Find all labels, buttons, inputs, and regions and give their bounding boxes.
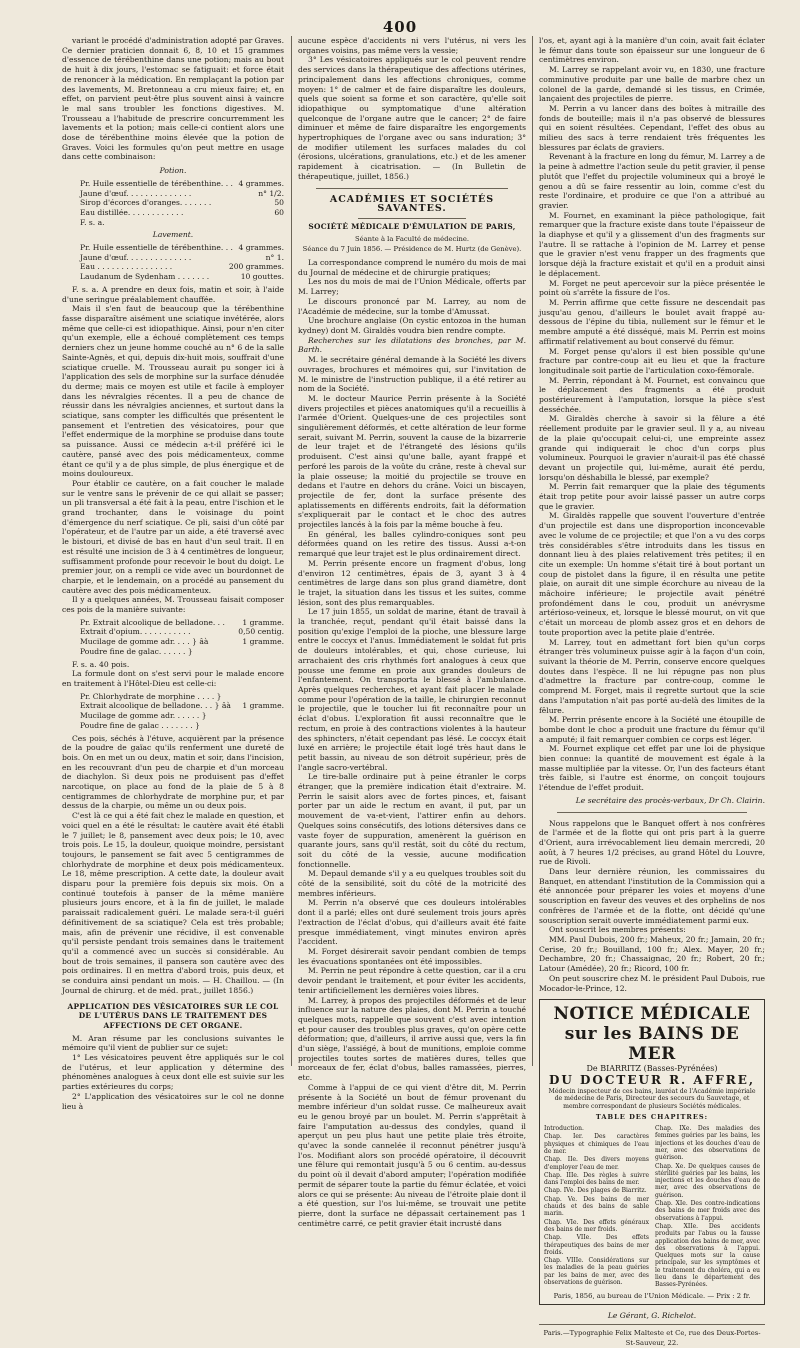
paragraph: Recherches sur les dilatations des bronches, par M. Barth. [298, 335, 526, 355]
paragraph: M. Perrin affirme que cette fissure ne descendait pas jusqu'au genou, d'ailleurs le boulet avait frappé au-dessous de l'épine du tibia, nullement sur le fémur et le membre amputé a été disséqué, mais M. Perrin est moins affirmatif relativement au bout conservé du fémur. [539, 297, 765, 346]
toc-entry: Chap. Ier. Des caractères physiques et chimiques de l'eau de mer. [544, 1133, 649, 1155]
page-number: 400 [382, 18, 418, 36]
prescription-pois [74, 618, 284, 657]
paragraph: M. Perrin a vu lancer dans des boîtes à mitraille des fonds de bouteille; mais il n'a pas observé de blessures qui en soient résultées. Cependant, l'effet des obus au milieu des sacs à terre rendaient très fréquentes les blessures par éclats de graviers. [539, 103, 765, 152]
prescription-title: Potion. [159, 166, 187, 176]
section-heading: APPLICATION DES VÉSICATOIRES SUR LE COL DE L'UTÉRUS DANS LE TRAITEMENT DES AFFECTIONS DE CET ORGANE. [67, 1001, 279, 1030]
paragraph: 3° Les vésicatoires appliqués sur le col peuvent rendre des services dans la thérapeutique des affections utérines, principalement dans les affections chroniques, comme moyen: 1° de calmer et de faire disparaître les douleurs, quels que soient sa forme et son caractère, qu'elle soit idiopathique ou symptomatique d'une altération quelconque de l'organe autre que le cancer; 2° de faire diminuer et même de faire disparaître les engorgements hypertrophiques de l'organe avec ou sans induration; 3° de modifier utilement les surfaces malades du col (érosions, ulcérations, granulations, etc.) et de les amener rapidement à cicatrisation. — (In Bulletin de thérapeutique, juillet, 1856.) [298, 55, 526, 181]
paragraph: Comme à l'appui de ce qui vient d'être dit, M. Perrin présente à la Société un bout de fémur provenant du membre inférieur d'un soldat russe. Ce malheureux avait eu le genou broyé par un boulet. M. Perrin s'apprêtait à faire l'amputation au-dessus des condyles, quand il aperçut un peu plus haut une petite plaie très étroite, qu'avec la sonde cannelée il reconnut pénétrer jusqu'à l'os. Modifiant alors son procédé opératoire, il découvrit une fêlure qui remontait jusqu'à 5 ou 6 centim. au-dessus du point où il devait d'abord amputer; l'opération modifiée permit de séparer toute la partie du fémur éclatée, et voici alors ce qui se présente: Au niveau de l'étroite plaie dont il a été question, sur l'os lui-même, se trouvait une petite pierre, dont la surface ne dépassait certainement pas 1 centimètre carré, ce petit gravier était incrusté dans [298, 1082, 526, 1228]
session-heading: Séance du 7 Juin 1856. — Présidence de M. Hurtz (de Genève). [302, 245, 522, 254]
ad-toc-left [544, 1125, 649, 1290]
prescription-line: Eau . . . . . . . . . . . . . . . . 200 grammes. [80, 262, 284, 272]
paragraph: Nous rappelons que le Banquet offert à nos confrères de l'armée et de la flotte qui ont pris part à la guerre d'Orient, aura irrévocablement lieu demain mercredi, 20 août, à 7 heures 1/2 précises, au grand Hôtel du Louvre, rue de Rivoli. [539, 818, 765, 867]
prescription-line: Pr. Chlorhydrate de morphine . . . . } [80, 691, 222, 701]
paragraph: Ces pois, séchés à l'étuve, acquièrent par la présence de la poudre de gaïac qu'ils renferment une dureté de bois. On en met un ou deux, matin et soir, dans l'incision, en les recouvrant d'un peu de charpie et d'un morceau de diachylon. Si deux pois ne produisent pas d'effet narcotique, on place au fond de la plaie de 5 à 8 centigrammes de chlorhydrate de morphine pur, et par dessus de la charpie, ou même un ou deux pois. [62, 733, 284, 811]
prescription-line: Eau distillée. . . . . . . . . . . . 60 [80, 207, 284, 217]
paragraph: M. Larrey, à propos des projectiles déformés et de leur influence sur la nature des plaies, dont M. Perrin a touché quelques mots, rappelle que souvent c'est avec intention et pour causer des troubles plus graves, qu'on opère cette déformation; que, d'ailleurs, il arrive aussi que, vers la fin d'un siège, l'assiégé, à bout de munitions, emploie comme projectiles toutes sortes de matières dures, telles que morceaux de fer, éclat d'obus, balles ramassées, pierres, etc. [298, 995, 526, 1083]
paragraph: variant le procédé d'administration adopté par Graves. Ce dernier praticien donnait 6, 8, 10 et 15 grammes d'essence de térébenthine dans une potion; mais au bout de huit à dix jours, l'estomac se fatiguait: et force était de renoncer à la médication. En remplaçant la potion par des lavements, M. Bretonneau a cru mieux faire; et, en effet, on parvient peut-être plus souvent ainsi à vaincre le mal sans troubler les fonctions digestives. M. Trousseau a l'habitude de prescrire concurremment les lavements et la potion; mais celle-ci contient alors une dose de térébenthine moins élevée que la potion de Graves. Voici les formules qu'on peut mettre en usage dans cette combinaison: [62, 36, 284, 162]
paragraph: Il y a quelques années, M. Trousseau faisait composer ces pois de la manière suivante: [62, 595, 284, 615]
prescription-line: Poudre fine de galac . . . . . . . } [80, 720, 200, 730]
manager-signature: Le Gérant, G. Richelot. [607, 1311, 697, 1321]
paragraph: M. Forget ne peut apercevoir sur la pièce présentée le point où s'arrête la fissure de l'os. [539, 278, 765, 298]
prescription-line: Sirop d'écorces d'oranges. . . . . . . 50 [80, 198, 284, 208]
paragraph: Les nos du mois de mai de l'Union Médicale, offerts par M. Larrey; [298, 277, 526, 297]
divider [539, 1324, 765, 1325]
ad-toc-right [655, 1125, 760, 1290]
paragraph: Le 17 juin 1855, un soldat de marine, étant de travail à la tranchée, reçut, pendant qu'il était baissé dans la position qu'exige l'emploi de la pioche, une blessure large entre le coccyx et l'anus. Immédiatement le soldat fut pris de douleurs intolérables, et qui, chose curieuse, lui arrachaient des cris rhythmés fort analogues à ceux que pousse une femme en proie aux grandes douleurs de l'enfantement. On transporta le blessé à l'ambulance. Après quelques recherches, et ayant fait placer le malade comme pour l'opération de la taille, le chirurgien reconnut le projectile, que le toucher lui fit reconnaître pour un éclat d'obus. L'exploration fit aussi reconnaître que le rectum, en proie à des contractions violentes à la hauteur des sphincters, n'était cependant pas lésé. Le coccyx était luxé en arrière; le projectile était logé très haut dans le petit bassin, au niveau de son détroit supérieur, près de l'angle sacro-vertébral. [298, 607, 526, 772]
prescription-lavement [74, 243, 284, 282]
prescription-line: F. s. a. [80, 217, 105, 227]
toc-entry: Chap. Xe. De quelques causes de stérilité guéries par les bains, les injections et les douches d'eau de mer, avec des observations de guérison. [655, 1162, 760, 1199]
divider [316, 188, 508, 189]
toc-entry: Chap. VIe. Des effets généraux des bains de mer froids. [544, 1218, 649, 1233]
paragraph: M. Perrin fait remarquer que la plaie des téguments était trop petite pour avoir laissé passer un autre corps que le gravier. [539, 482, 765, 511]
toc-entry: Chap. IIe. Des divers moyens d'employer l'eau de mer. [544, 1156, 649, 1171]
prescription-line: Mucilage de gomme adr. . . . . . } [80, 711, 207, 721]
ad-toc [544, 1125, 760, 1290]
paragraph: La formule dont on s'est servi pour le malade encore en traitement à l'Hôtel-Dieu est celle-ci: [62, 669, 284, 688]
prescription-line: Extrait d'opium. . . . . . . . . . . 0,50 centig. [80, 627, 284, 637]
prescription-line: Pr. Extrait alcoolique de belladone. . . 1 gramme. [80, 617, 284, 627]
paragraph: Pour établir ce cautère, on a fait coucher le malade sur le ventre sans le prévenir de ce qui allait se passer; un pli transversal a été fait à la peau, entre l'ischion et le grand trochanter, dans le voisinage du point d'émergence du nerf sciatique. Ce pli, saisi d'un côté par l'opérateur, et de l'autre par un aide, a été traversé avec le bistouri, et divisé de bas en haut d'un seul trait. Il en est résulté une incision de 3 à 4 centimètres de longueur, suffisamment profonde pour recevoir le bout du doigt. Le premier jour, on a rempli ce vide avec un bourdonnet de charpie, et le lendemain, on a procédé au pansement du cautère avec des pois médicamenteux. [62, 478, 284, 595]
ad-author: DU DOCTEUR R. AFFRE, [548, 1072, 756, 1087]
printer-imprint: Paris.—Typographie Felix Malteste et Ce, rue des Deux-Portes-St-Sauveur, 22. [543, 1329, 761, 1347]
toc-entry: Chap. IXe. Des maladies des femmes guéries par les bains, les injections et les douches d'eau de mer, avec des observations de guérison. [655, 1125, 760, 1162]
ad-description: Médecin inspecteur de ces bains, lauréat de l'Académie impériale de médecine de Paris, Directeur des secours du Sauvetage, et membre correspondant de plusieurs Sociétés médicales. [548, 1087, 756, 1110]
prescription-title: Lavement. [152, 230, 194, 240]
paragraph: aucune espèce d'accidents ni vers l'utérus, ni vers les organes voisins, pas même vers la vessie; [298, 36, 526, 55]
toc-entry: Chap. Ve. Des bains de mer chauds et des bains de sable marin. [544, 1195, 649, 1218]
paragraph: 1° Les vésicatoires peuvent être appliqués sur le col de l'utérus, et leur application y détermine des phénomènes analogues à ceux dont elle est suivie sur les parties extérieures du corps; [62, 1053, 284, 1092]
society-heading: SOCIÉTÉ MÉDICALE D'ÉMULATION DE PARIS, [308, 221, 516, 231]
prescription-line: Poudre fine de galac. . . . . . } [80, 646, 193, 656]
paragraph: La correspondance comprend le numéro du mois de mai du Journal de médecine et de chirurgie pratiques; [298, 258, 526, 277]
prescription-potion [74, 179, 284, 228]
toc-entry: Chap. VIIe. Des effets thérapeutiques des bains de mer froids. [544, 1234, 649, 1256]
paragraph: On peut souscrire chez M. le président Paul Dubois, rue Mocador-le-Prince, 12. [539, 973, 765, 993]
paragraph: M. Perrin ne peut répondre à cette question, car il a cru devoir pendant le traitement, et pour éviter les accidents, tenir artificiellement les dernières voies libres. [298, 966, 526, 995]
paragraph: M. Larrey se rappelant avoir vu, en 1830, une fracture comminutive produite par une balle de marbre chez un colonel de la garde, demandé si les tissus, en Crimée, lançaient des projectiles de pierre. [539, 65, 765, 104]
advertisement-box [539, 999, 765, 1305]
prescription-line: Jaune d'œuf. . . . . . . . . . . . . . n° 1/2. [80, 188, 284, 198]
paragraph: Ont souscrit les membres présents: [549, 925, 686, 935]
divider [557, 812, 747, 813]
paragraph: Le tire-balle ordinaire put à peine étranler le corps étranger, que la première indication était d'extraire. M. Perrin le saisit alors avec de fortes pinces, et, faisant porter par un aide le rectum en avant, il put, par un mouvement de va-et-vient, l'attirer enfin au dehors. Quelques soins consécutifs, des lotions détersives dans ce vaste foyer de suppuration, amenèrent la guérison en quarante jours, sans qu'il restât, soit du côté du rectum, soit du côté de la vessie, aucune modification fonctionnelle. [298, 772, 526, 869]
paragraph: M. Perrin présente encore un fragment d'obus, long d'environ 12 centimètres, épais de 3, ayant 3 à 4 centimètres de large dans son plus grand diamètre, dont le trajet, la situation dans les tissus et les suites, comme lésion, sont des plus remarquables. [298, 558, 526, 607]
paragraph: Dans leur dernière réunion, les commissaires du Banquet, en attendant l'institution de la Commission qui a été annoncée pour préparer les voies et moyens d'une souscription en faveur des veuves et des orphelins de nos confrères de l'armée et de la flotte, ont décidé qu'une souscription serait ouverte immédiatement parmi eux. [539, 867, 765, 925]
paragraph: l'os, et, ayant agi à la manière d'un coin, avait fait éclater le fémur dans toute son épaisseur sur une longueur de 6 centimètres environ. [539, 36, 765, 65]
paragraph: M. le secrétaire général demande à la Société les divers ouvrages, brochures et mémoires qui, sur l'invitation de M. le ministre de l'instruction publique, il a été retirer au nom de la Société. [298, 355, 526, 394]
column-rule-left [291, 36, 292, 1066]
toc-entry: Chap. VIIIe. Considérations sur les maladies de la peau guéries par les bains de mer, avec des observations de guérison. [544, 1257, 649, 1287]
paragraph: Revenant à la fracture en long du fémur, M. Larrey a de la peine à admettre l'action seule du petit gravier, il pense plutôt que l'effet du projectile volumineux qui a broyé le genou a dû se faire ressentir au loin, comme c'est du reste l'ordinaire, et produire ce que l'on a attribué au gravier. [539, 152, 765, 210]
divider [358, 218, 466, 219]
ad-price: Paris, 1856, au bureau de l'Union Médicale. — Prix : 2 fr. [553, 1291, 751, 1300]
ad-subtitle: De BIARRITZ (Basses-Pyrénées) [586, 1064, 718, 1074]
toc-entry: Chap. XIIe. Des accidents produits par l'abus ou la fausse application des bains de mer, avec des observations à l'appui. Quelques mots sur la cause principale, sur les symptômes et le traitement du choléra, qui a eu lieu dans le département des Basses-Pyrénées. [655, 1222, 760, 1289]
paragraph: Mais il s'en faut de beaucoup que la térébenthine fasse disparaître aisément une sciatique invétérée, alors même que celle-ci est idiopathique. Ainsi, pour n'en citer qu'un exemple, elle a échoué complètement ces temps derniers chez un jeune homme couché au n° 6 de la salle Sainte-Agnès, et qui, depuis dix-huit mois, souffrait d'une sciatique cruelle. M. Trousseau aurait pu songer ici à l'application des sels de morphine sur la surface dénudée du derme; mais ce moyen est utile et facile à employer dans les névralgies récentes. Il a peu de chance de réussir dans les névralgies anciennes, et surtout dans la sciatique, sans compter les difficultés que présentent le pansement et l'entretien des vésicatoires, pour que l'effet endermique de la morphine se produise dans toute sa puissance. Aussi ce médecin a-t-il préféré ici le cautère, pansé avec des pois médicamenteux, comme étant ce qu'il y a de plus simple, de plus énergique et de moins douloureux. [62, 304, 284, 479]
prescription-line: Pr. Huile essentielle de térébenthine. . . 4 grammes. [80, 243, 284, 253]
paragraph: Le discours prononcé par M. Larrey, au nom de l'Académie de médecine, sur la tombe d'Amussat. [298, 296, 526, 316]
paragraph: C'est là ce qui a été fait chez le malade en question, et voici quel en a été le résultat: le cautère avait été établi le 7 juillet; le 8, pansement avec deux pois; le 10, avec trois pois. Le 15, la douleur, quoique moindre, persistant toujours, le pansement se fait avec 5 centigrammes de chlorhydrate de morphine et deux pois médicamenteux. Le 18, même prescription. A cette date, la douleur avait disparu pour la première fois depuis six mois. On a continué toutefois à panser de la même manière plusieurs jours encore, et à la fin de juillet, le malade paraissait radicalement guéri. Le malade sera-t-il guéri définitivement de sa sciatique? Cela est très probable; mais, afin de prévenir une récidive, il est convenable qu'il persiste pendant trois semaines dans le traitement qu'il a commencé avec un succès si considérable. Au bout de trois semaines, il pansera son cautère avec des pois ordinaires. Il en mettra d'abord trois, puis deux, et se conduira ainsi pendant un mois. — H. Chaillou. — (In Journal de chirurg. et de méd. prat., juillet 1856.) [62, 811, 284, 995]
paragraph: M. le docteur Maurice Perrin présente à la Société divers projectiles et pièces anatomiques qu'il a recueillis à l'armée d'Orient. Quelques-une de ces projectiles sont singulièrement déformés, et cette altération de leur forme serait, suivant M. Perrin, souvent la cause de la bizarrerie de leur trajet et de l'étrangeté des lésions qu'ils produisent. C'est ainsi qu'une balle, ayant frappé et perforé les parois de la voûte du crâne, reste à cheval sur la plaie osseuse; la moitié du projectile se trouve en dedans et l'autre en dehors du crâne. Voici un biscayen, projectile de fer, dont la surface présente des aplatissements en différents endroits, fait la déformation s'expliquerait par le contact et le choc des autres projectiles lancés à la fois par la même bouche à feu. [298, 393, 526, 530]
paragraph: MM. Paul Dubois, 200 fr.; Maheux, 20 fr.; Jamain, 20 fr.; Cerise, 20 fr.; Bouilland, 100 fr.; Alex. Mayer, 20 fr.; Dechambre, 20 fr.; Chassaignac, 20 fr.; Robert, 20 fr.; Latour (Amédée), 20 fr.; Ricord, 100 fr. [539, 934, 765, 974]
ad-title: NOTICE MÉDICALE sur les BAINS DE MER [553, 1004, 751, 1065]
paragraph: M. Depaul demande s'il y a eu quelques troubles soit du côté de la sensibilité, soit du côté de la motricité des membres inférieurs. [298, 869, 526, 898]
paragraph: M. Perrin, répondant à M. Fournet, est convaincu que le déplacement des fragments a été produit postérieurement à l'amputation, lorsque la pièce s'est desséchée. [539, 375, 765, 414]
paragraph: M. Fournet, en examinant la pièce pathologique, fait remarquer que la fracture existe dans toute l'épaisseur de la diaphyse et qu'il y a glissement d'un des fragments sur l'autre. Il se rattache à l'opinion de M. Larrey et pense que le gravier n'est venu frapper un des fragments que lorsque déjà la fracture existait et qu'il en a produit ainsi le déplacement. [539, 210, 765, 278]
paragraph: M. Giraldès rappelle que souvent l'ouverture d'entrée d'un projectile est dans une disproportion inconcevable avec le volume de ce projectile; et que l'on a vu des corps très considérables s'être introduits dans les tissus en donnant lieu à des plaies relativement très petites; il en cite un exemple: Un homme s'était tiré à bout portant un coup de pistolet dans la figure, il en résulta une petite plaie, on aurait dit une simple écorchure au niveau de la mâchoire inférieure; le projectile avait pénétré profondément dans le cou, produit un anévrysme artérioso-veineux, et, lorsque le blessé mourut, on vit que c'était un morceau de plomb assez gros et en dehors de toute proportion avec la petite plaie d'entrée. [539, 511, 765, 637]
paragraph: M. Perrin n'a observé que ces douleurs intolérables dont il a parlé; elles ont duré seulement trois jours après l'extraction de l'éclat d'obus, qui d'ailleurs avait été faite presque immédiatement, vingt minutes environ après l'accident. [298, 898, 526, 947]
prescription-note: F. s. a. A prendre en deux fois, matin et soir, à l'aide d'une seringue préalablement chauffée. [62, 284, 284, 304]
toc-entry: Introduction. [544, 1125, 584, 1133]
paragraph: M. Giraldès cherche à savoir si la fêlure a été réellement produite par le gravier seul. Il y a, au niveau de la plaie qu'occupait celui-ci, une empreinte assez grande qui indiquerait le choc d'un corps plus volumineux. Pourquoi le gravier n'aurait-il pas été chassé devant un projectile qui, lui-même, aurait été perdu, lorsqu'on déshabilla le blessé, par exemple? [539, 414, 765, 482]
paragraph: M. Fournet explique cet effet par une loi de physique bien connue: la quantité de mouvement est égale à la masse multipliée par la vitesse. Or, l'un des facteurs étant très faible, si l'autre est énorme, on conçoit toujours l'étendue de l'effet produit. [539, 744, 765, 793]
society-subheading: Séante à la Faculté de médecine. [354, 234, 470, 243]
ad-toc-heading: TABLE DES CHAPITRES: [595, 1113, 709, 1122]
prescription-line: Pr. Huile essentielle de térébenthine. . . 4 grammes. [80, 178, 284, 188]
paragraph: M. Forget pense qu'alors il est bien possible qu'une fracture par contre-coup ait eu lieu et que la fracture longitudinale soit partie de l'articulation coxo-fémorale. [539, 346, 765, 375]
prescription-line: Mucilage de gomme adr. . . . } âà 1 gramme. [80, 637, 284, 647]
secretary-signature: Le secrétaire des procès-verbaux, Dr Ch. Clairin. [575, 795, 765, 805]
prescription-note: F. s. a. 40 pois. [72, 659, 130, 669]
section-heading: ACADÉMIES ET SOCIÉTÉS SAVANTES. [329, 193, 495, 215]
toc-entry: Chap. IVe. Des plages de Biarritz. [544, 1187, 647, 1195]
column-3 [539, 36, 765, 1347]
prescription-hotel-dieu [74, 692, 284, 731]
paragraph: M. Larrey, tout en admettant fort bien qu'un corps étranger très volumineux puisse agir à la façon d'un coin, suivant la théorie de M. Perrin, conserve encore quelques doutes dans l'espèce. Il ne lui répugne pas non plus d'admettre la fracture par contre-coup, comme le comprend M. Forget, mais il regrette surtout que la scie dans l'amputation n'ait pas porté au-delà des limites de la fêlure. [539, 637, 765, 715]
paragraph: En général, les balles cylindro-coniques sont peu déformées quand on les retire des tissus. Aussi a-t-on remarqué que leur trajet est le plus ordinairement direct. [298, 529, 526, 559]
paragraph: M. Aran résume par les conclusions suivantes le mémoire qu'il vient de publier sur ce sujet: [62, 1033, 284, 1053]
paragraph: M. Forget désirerait savoir pendant combien de temps les évacuations spontanées ont été impossibles. [298, 946, 526, 966]
column-2 [298, 36, 526, 1228]
toc-entry: Chap. XIe. Des contre-indications des bains de mer froids avec des observations à l'appui. [655, 1200, 760, 1222]
prescription-line: Jaune d'œuf. . . . . . . . . . . . . . n° 1. [80, 252, 284, 262]
paragraph: 2° L'application des vésicatoires sur le col ne donne lieu à [62, 1091, 284, 1111]
prescription-line: Extrait alcoolique de belladone. . . } âà 1 gramme. [80, 701, 284, 711]
paragraph: M. Perrin présente encore à la Société une étoupille de bombe dont le choc a produit une fracture du fémur qu'il a amputé; il fait remarquer combien ce corps est léger. [539, 715, 765, 744]
prescription-line: Laudanum de Sydenham . . . . . . . 10 gouttes. [80, 272, 284, 282]
column-1 [62, 36, 284, 1111]
toc-entry: Chap. IIIe. Des règles à suivre dans l'emploi des bains de mer. [544, 1171, 649, 1187]
column-rule-right [532, 36, 533, 1066]
paragraph: Une brochure anglaise (On cystic entozoa in the human kydney) dont M. Giraldès voudra bien rendre compte. [298, 316, 526, 335]
